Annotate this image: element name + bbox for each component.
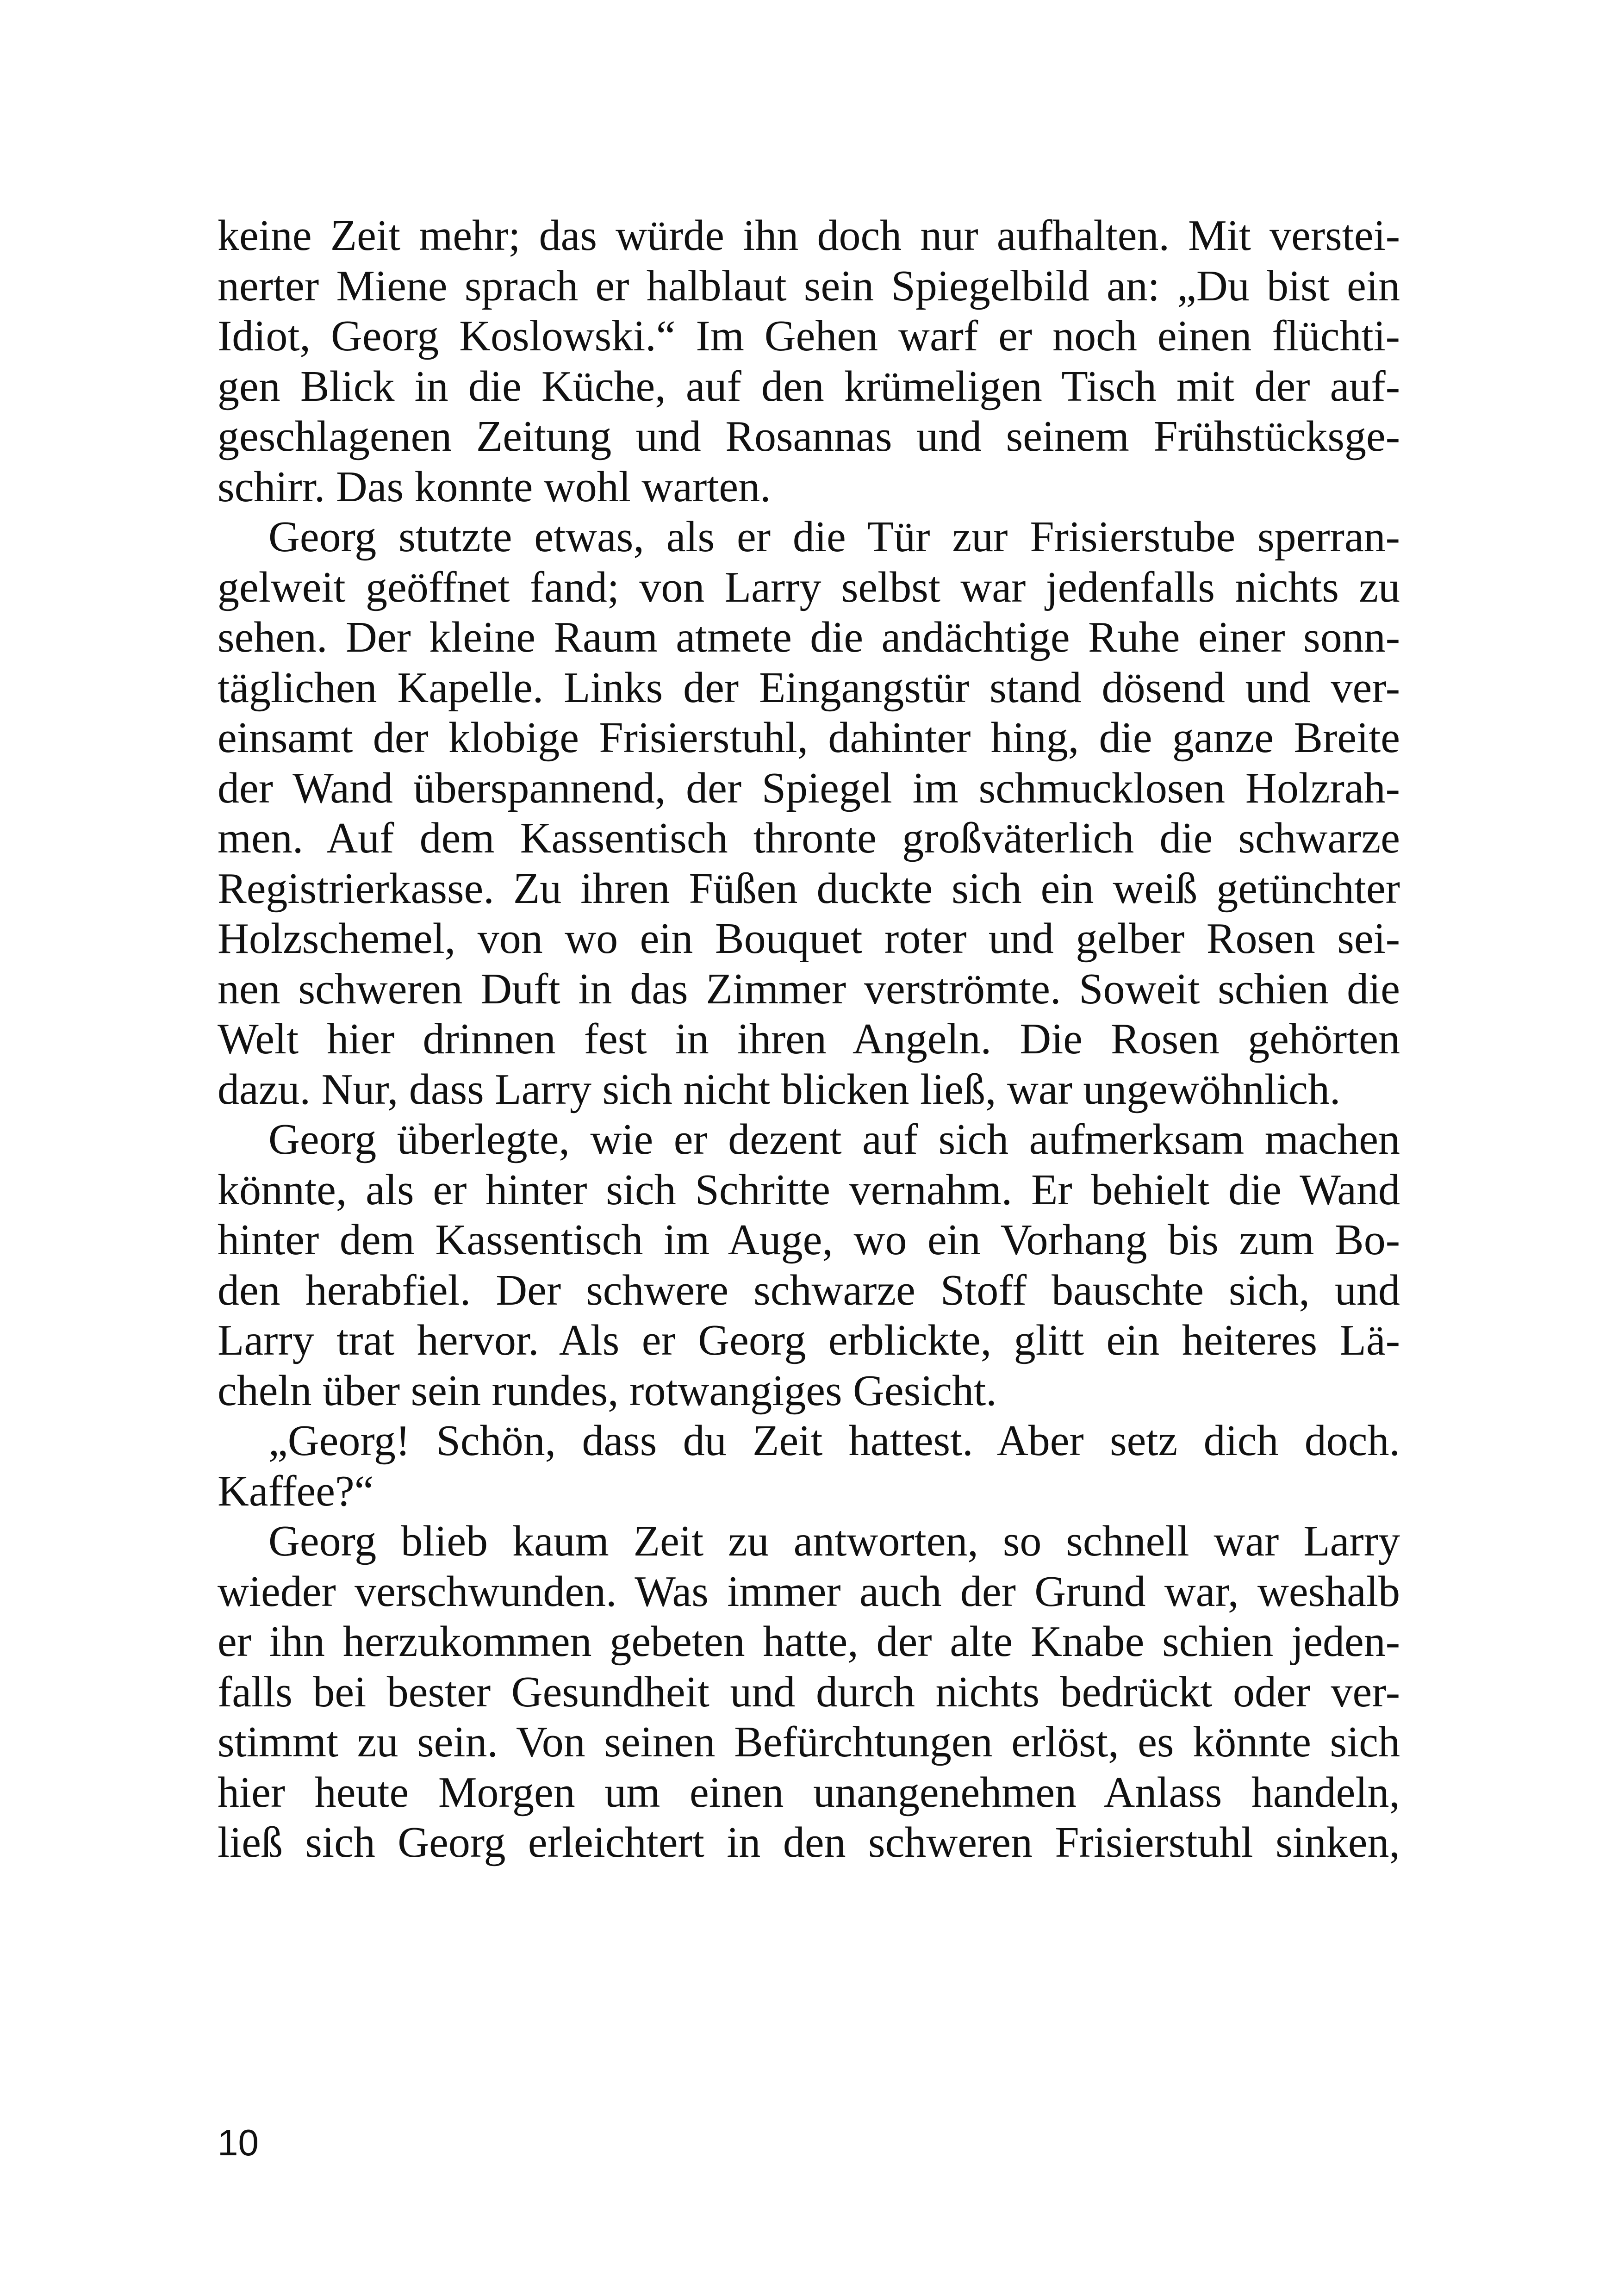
text-line: Registrierkasse. Zu ihren Füßen duckte sich ein weiß getünchter bbox=[218, 864, 1400, 913]
text-line: schirr. Das konnte wohl warten. bbox=[218, 462, 771, 511]
text-line: Georg überlegte, wie er dezent auf sich aufmerksam machen bbox=[268, 1115, 1400, 1164]
text-line: Larry trat hervor. Als er Georg erblickte, glitt ein heiteres Lä- bbox=[218, 1316, 1400, 1364]
text-line: cheln über sein rundes, rotwangiges Gesicht. bbox=[218, 1366, 997, 1415]
text-line: nen schweren Duft in das Zimmer verströmte. Soweit schien die bbox=[218, 964, 1400, 1013]
text-line: er ihn herzukommen gebeten hatte, der alte Knabe schien jeden- bbox=[218, 1618, 1400, 1666]
text-line: den herabfiel. Der schwere schwarze Stoff bauschte sich, und bbox=[218, 1266, 1400, 1314]
text-line: dazu. Nur, dass Larry sich nicht blicken ließ, war ungewöhnlich. bbox=[218, 1065, 1341, 1114]
text-line: wieder verschwunden. Was immer auch der Grund war, weshalb bbox=[218, 1567, 1400, 1616]
text-line: ließ sich Georg erleichtert in den schweren Frisierstuhl sinken, bbox=[218, 1818, 1400, 1867]
text-line: keine Zeit mehr; das würde ihn doch nur aufhalten. Mit verstei- bbox=[218, 212, 1400, 260]
text-line: gelweit geöffnet fand; von Larry selbst war jedenfalls nichts zu bbox=[218, 563, 1400, 611]
paragraph-2 bbox=[218, 512, 1400, 1114]
text-line: Georg stutzte etwas, als er die Tür zur Frisierstube sperran- bbox=[268, 513, 1400, 561]
body-text bbox=[218, 211, 1400, 1868]
text-line: geschlagenen Zeitung und Rosannas und seinem Frühstücksge- bbox=[218, 412, 1400, 460]
text-line: könnte, als er hinter sich Schritte vernahm. Er behielt die Wand bbox=[218, 1165, 1400, 1214]
text-line: gen Blick in die Küche, auf den krümeligen Tisch mit der auf- bbox=[218, 362, 1400, 411]
text-line: täglichen Kapelle. Links der Eingangstür stand dösend und ver- bbox=[218, 663, 1400, 712]
text-line: falls bei bester Gesundheit und durch nichts bedrückt oder ver- bbox=[218, 1668, 1400, 1716]
paragraph-1 bbox=[218, 211, 1400, 512]
text-line: Holzschemel, von wo ein Bouquet roter und gelber Rosen sei- bbox=[218, 915, 1400, 963]
text-line: Welt hier drinnen fest in ihren Angeln. Die Rosen gehörten bbox=[218, 1015, 1400, 1063]
page-number: 10 bbox=[218, 2122, 259, 2163]
text-line: Idiot, Georg Koslowski.“ Im Gehen warf er noch einen flüchti- bbox=[218, 312, 1400, 360]
text-line: men. Auf dem Kassentisch thronte großväterlich die schwarze bbox=[218, 814, 1400, 862]
text-line: nerter Miene sprach er halblaut sein Spiegelbild an: „Du bist ein bbox=[218, 261, 1400, 310]
text-line: Kaffee?“ bbox=[218, 1467, 374, 1515]
text-line: Georg blieb kaum Zeit zu antworten, so schnell war Larry bbox=[268, 1517, 1400, 1565]
text-line: stimmt zu sein. Von seinen Befürchtungen erlöst, es könnte sich bbox=[218, 1718, 1400, 1766]
text-line: hinter dem Kassentisch im Auge, wo ein Vorhang bis zum Bo- bbox=[218, 1216, 1400, 1264]
text-line: sehen. Der kleine Raum atmete die andächtige Ruhe einer sonn- bbox=[218, 613, 1400, 661]
text-line: „Georg! Schön, dass du Zeit hattest. Aber setz dich doch. bbox=[268, 1417, 1400, 1465]
text-line: hier heute Morgen um einen unangenehmen Anlass handeln, bbox=[218, 1768, 1400, 1817]
paragraph-3 bbox=[218, 1114, 1400, 1416]
paragraph-5 bbox=[218, 1516, 1400, 1868]
text-line: der Wand überspannend, der Spiegel im schmucklosen Holzrah- bbox=[218, 764, 1400, 812]
text-line: einsamt der klobige Frisierstuhl, dahinter hing, die ganze Breite bbox=[218, 714, 1400, 762]
paragraph-4 bbox=[218, 1416, 1400, 1516]
